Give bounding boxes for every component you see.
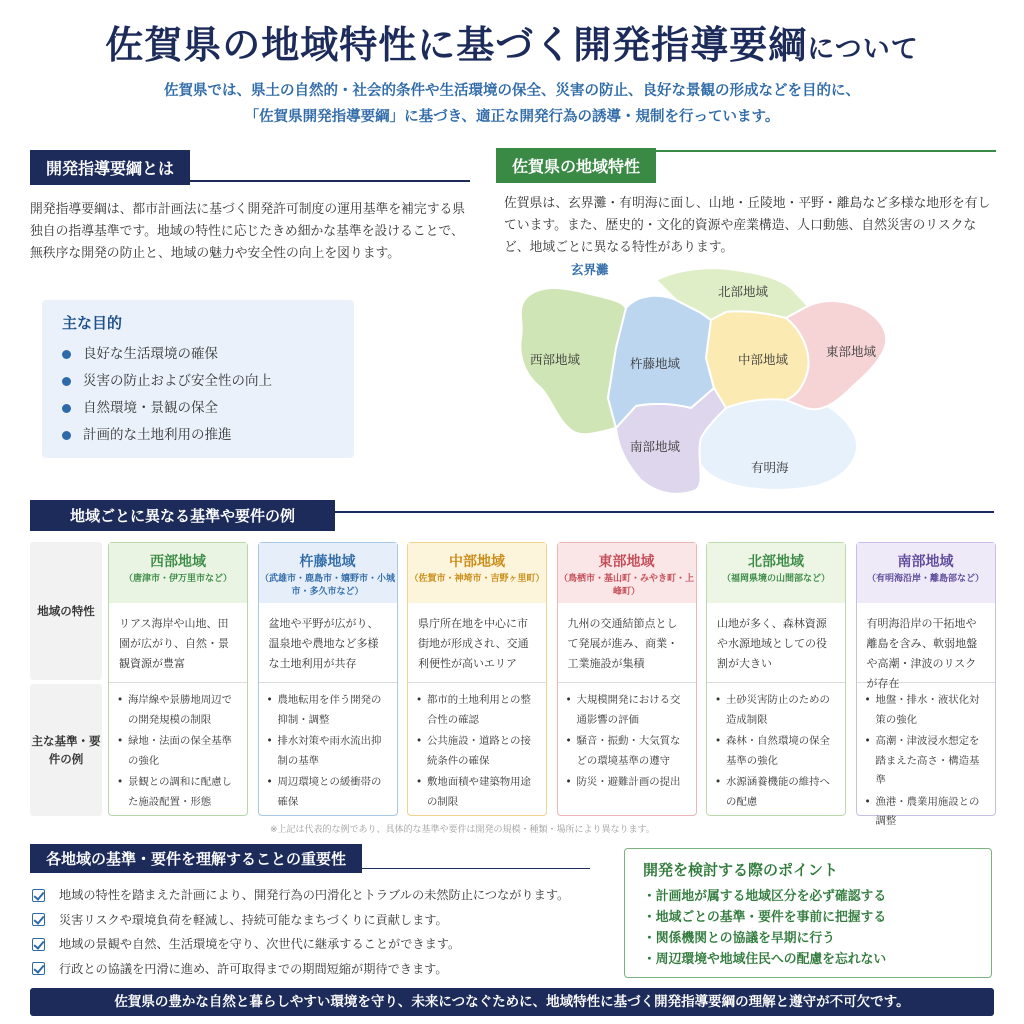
map-label-west: 西部地域 — [530, 352, 581, 367]
region-name: 北部地域 — [748, 554, 804, 570]
intro-text — [0, 78, 1024, 130]
points-list — [643, 886, 973, 970]
intro-line-2: 「佐賀県開発指導要綱」に基づき、適正な開発行為の誘導・規制を行っています。 — [244, 109, 780, 125]
point-item: ・地域ごとの基準・要件を事前に把握する — [643, 910, 887, 925]
footer-banner: 佐賀県の豊かな自然と暮らしやすい環境を守り、未来につなぐために、地域特性に基づく開発指導要綱の理解と遵守が不可欠です。 — [30, 988, 994, 1016]
region-municipalities: （有明海沿岸・離島部など） — [866, 574, 984, 584]
checkbox-icon — [32, 938, 45, 951]
region-card — [108, 542, 248, 816]
bullet-dot-icon — [62, 377, 71, 386]
region-heading: 佐賀県の地域特性 — [496, 148, 656, 183]
region-card — [258, 542, 398, 816]
bullet-dot-icon — [62, 350, 71, 359]
requirement-item: • 水源涵養機能の維持への配慮 — [715, 773, 839, 812]
map-label-central: 中部地域 — [738, 352, 789, 367]
map-label-kito: 杵藤地域 — [630, 356, 681, 371]
region-trait: リアス海岸や山地、田園が広がり、自然・景観資源が豊富 — [109, 603, 247, 683]
region-municipalities: （鳥栖市・基山町・みやき町・上峰町） — [558, 574, 694, 597]
intro-line-1: 佐賀県では、県土の自然的・社会的条件や生活環境の保全、災害の防止、良好な景観の形成などを目的に、 — [164, 83, 860, 99]
requirement-item: • 地盤・排水・液状化対策の強化 — [865, 691, 989, 730]
region-municipalities: （佐賀市・神埼市・吉野ヶ里町） — [409, 574, 545, 584]
region-card-header — [259, 543, 397, 603]
title-suffix: について — [807, 34, 919, 65]
region-name: 西部地域 — [150, 554, 206, 570]
region-card — [407, 542, 547, 816]
requirement-item: • 景観との調和に配慮した施設配置・形態 — [117, 773, 241, 812]
purpose-text: 災害の防止および安全性の向上 — [83, 373, 272, 389]
region-section — [496, 148, 996, 259]
purpose-text: 良好な生活環境の確保 — [83, 346, 218, 362]
region-trait: 九州の交通結節点として発展が進み、商業・工業施設が集積 — [558, 603, 696, 683]
map-label-genkai: 玄界灘 — [571, 262, 609, 277]
saga-region-map — [496, 258, 896, 498]
region-card-header — [408, 543, 546, 603]
requirement-item: • 排水対策や雨水流出抑制の基準 — [267, 732, 391, 771]
requirement-item: • 大規模開発における交通影響の評価 — [566, 691, 690, 730]
requirement-item: • 緑地・法面の保全基準の強化 — [117, 732, 241, 771]
importance-text: 地域の景観や自然、生活環境を守り、次世代に継承することができます。 — [59, 937, 461, 951]
purpose-heading: 主な目的 — [62, 314, 123, 332]
title-main: 佐賀県の地域特性に基づく開発指導要綱 — [105, 23, 808, 67]
region-requirements — [707, 683, 845, 812]
points-box — [624, 848, 992, 978]
purpose-item — [62, 395, 334, 422]
region-trait: 県庁所在地を中心に市街地が形成され、交通利便性が高いエリア — [408, 603, 546, 683]
bullet-dot-icon — [62, 431, 71, 440]
region-card — [557, 542, 697, 816]
points-heading: 開発を検討する際のポイント — [643, 861, 839, 879]
region-card-header — [707, 543, 845, 603]
map-label-south: 南部地域 — [630, 439, 681, 454]
region-requirements — [558, 683, 696, 793]
requirement-item: • 高潮・津波浸水想定を踏まえた高さ・構造基準 — [865, 732, 989, 791]
region-name: 杵藤地域 — [299, 554, 356, 570]
region-requirements — [259, 683, 397, 812]
region-municipalities: （唐津市・伊万里市など） — [123, 574, 232, 584]
importance-text: 地域の特性を踏まえた計画により、開発行為の円滑化とトラブルの未然防止につながります。 — [59, 888, 570, 902]
requirement-item: • 周辺環境との緩衝帯の確保 — [267, 773, 391, 812]
region-card — [856, 542, 996, 827]
region-requirements — [109, 683, 247, 812]
map-label-east: 東部地域 — [826, 344, 877, 359]
page-title — [0, 14, 1024, 69]
requirement-item: • 敷地面積や建築物用途の制限 — [416, 773, 540, 812]
region-name: 中部地域 — [449, 554, 505, 570]
about-heading: 開発指導要綱とは — [30, 150, 190, 185]
importance-section — [30, 844, 590, 981]
purpose-text: 計画的な土地利用の推進 — [83, 427, 232, 443]
region-name: 南部地域 — [897, 554, 954, 570]
bullet-dot-icon — [62, 404, 71, 413]
requirement-item: • 騒音・振動・大気質などの環境基準の遵守 — [566, 732, 690, 771]
importance-heading: 各地域の基準・要件を理解することの重要性 — [30, 844, 362, 873]
requirement-item: • 防災・避難計画の提出 — [566, 773, 690, 793]
examples-section-header — [30, 500, 994, 531]
region-requirements — [408, 683, 546, 812]
purpose-item — [62, 422, 334, 449]
requirement-item: • 農地転用を伴う開発の抑制・調整 — [267, 691, 391, 730]
region-card-header — [857, 543, 995, 603]
row-label-trait: 地域の特性 — [30, 542, 102, 680]
purpose-list — [62, 341, 334, 449]
region-body: 佐賀県は、玄界灘・有明海に面し、山地・丘陵地・平野・離島など多様な地形を有しています。また、歴史的・文化的資源や産業構造、人口動態、自然災害のリスクなど、地域ごとに異なる特性があります。 — [504, 196, 991, 255]
region-name: 東部地域 — [598, 554, 655, 570]
requirement-item: • 土砂災害防止のための造成制限 — [715, 691, 839, 730]
examples-heading: 地域ごとに異なる基準や要件の例 — [30, 500, 335, 531]
examples-note: ※上記は代表的な例であり、具体的な基準や要件は開発の規模・種類・場所により異なります。 — [270, 825, 655, 835]
point-item: ・周辺環境や地域住民への配慮を忘れない — [643, 952, 887, 967]
point-item: ・関係機関との協議を早期に行う — [643, 931, 835, 946]
region-trait: 有明海沿岸の干拓地や離島を含み、軟弱地盤や高潮・津波のリスクが存在 — [857, 603, 995, 683]
purpose-text: 自然環境・景観の保全 — [83, 400, 218, 416]
requirement-item: • 森林・自然環境の保全基準の強化 — [715, 732, 839, 771]
region-requirements — [857, 683, 995, 832]
importance-list — [30, 883, 590, 981]
purpose-item — [62, 368, 334, 395]
importance-text: 行政との協議を円滑に進め、許可取得までの期間短縮が期待できます。 — [59, 961, 448, 976]
importance-item — [30, 957, 590, 982]
purpose-box — [42, 300, 354, 458]
region-municipalities: （福岡県境の山間部など） — [721, 574, 830, 584]
requirement-item: • 公共施設・道路との接続条件の確保 — [416, 732, 540, 771]
checkbox-icon — [32, 889, 45, 902]
region-card-header — [109, 543, 247, 603]
map-label-north: 北部地域 — [718, 284, 769, 299]
checkbox-icon — [32, 962, 45, 975]
point-item: ・計画地が属する地域区分を必ず確認する — [643, 889, 887, 904]
region-card — [706, 542, 846, 816]
row-label-requirements: 主な基準・要件の例 — [30, 684, 102, 816]
region-trait: 山地が多く、森林資源や水源地域としての役割が大きい — [707, 603, 845, 683]
requirement-item: • 都市的土地利用との整合性の確認 — [416, 691, 540, 730]
map-label-ariake: 有明海 — [751, 460, 789, 475]
region-trait: 盆地や平野が広がり、温泉地や農地など多様な土地利用が共存 — [259, 603, 397, 683]
region-card-header — [558, 543, 696, 603]
importance-item — [30, 932, 590, 957]
importance-text: 災害リスクや環境負荷を軽減し、持続可能なまちづくりに貢献します。 — [59, 912, 448, 927]
requirement-item: • 漁港・農業用施設との調整 — [865, 793, 989, 832]
about-body: 開発指導要綱は、都市計画法に基づく開発許可制度の運用基準を補完する県独自の指導基準です。地域の特性に応じたきめ細かな基準を設けることで、無秩序な開発の防止と、地域の魅力や安全性の向上を図ります。 — [30, 202, 466, 261]
about-section — [30, 150, 470, 265]
purpose-item — [62, 341, 334, 368]
checkbox-icon — [32, 913, 45, 926]
requirement-item: • 海岸線や景勝地周辺での開発規模の制限 — [117, 691, 241, 730]
importance-item — [30, 908, 590, 933]
region-municipalities: （武雄市・鹿島市・嬉野市・小城市・多久市など） — [259, 574, 395, 597]
importance-item — [30, 883, 590, 908]
